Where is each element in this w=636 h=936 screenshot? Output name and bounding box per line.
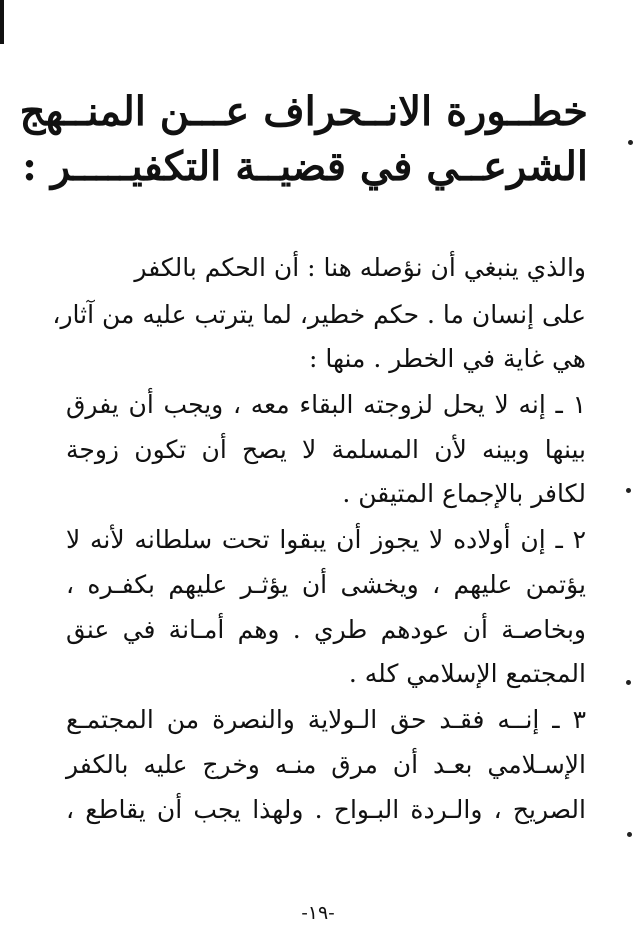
scan-speck <box>627 832 632 837</box>
paragraph-line: الصريح ، والـردة البـواح . ولهذا يجب أن يقاطع ، <box>66 795 586 824</box>
section-heading-line-2: الشرعــي في قضيــة التكفيـــــر : <box>22 143 588 190</box>
paragraph-line: ١ ـ إنه لا يحل لزوجته البقاء معه ، ويجب أن يفرق <box>66 390 586 419</box>
scan-speck <box>626 680 631 685</box>
paragraph-line: لكافر بالإجماع المتيقن . <box>342 479 586 508</box>
scan-edge-mark <box>0 0 4 44</box>
scan-speck <box>628 140 633 145</box>
paragraph-line: وبخاصـة أن عودهم طري . وهم أمـانة في عنق <box>66 615 586 644</box>
section-heading-line-1: خطــورة الانــحراف عـــن المنــهج <box>19 88 588 135</box>
paragraph-line: الإسـلامي بعـد أن مرق منـه وخرج عليه بالكفر <box>66 750 586 779</box>
page-number: -١٩- <box>301 902 335 924</box>
paragraph-line: بينها وبينه لأن المسلمة لا يصح أن تكون زوجة <box>66 435 586 464</box>
paragraph-line: هي غاية في الخطر . منها : <box>309 344 586 373</box>
paragraph-line: ٣ ـ إنــه فقـد حق الـولاية والنصرة من المجتمـع <box>66 705 586 734</box>
paragraph-line: ٢ ـ إن أولاده لا يجوز أن يبقوا تحت سلطانه لأنه لا <box>66 525 586 554</box>
scan-speck <box>626 488 631 493</box>
paragraph-line: على إنسان ما . حكم خطير، لما يترتب عليه من آثار، <box>52 300 586 329</box>
paragraph-line: يؤتمن عليهم ، ويخشى أن يؤثـر عليهم بكفـره ، <box>66 570 586 599</box>
paragraph-line: والذي ينبغي أن نؤصله هنا : أن الحكم بالكفر <box>134 253 586 282</box>
paragraph-line: المجتمع الإسلامي كله . <box>348 659 586 688</box>
